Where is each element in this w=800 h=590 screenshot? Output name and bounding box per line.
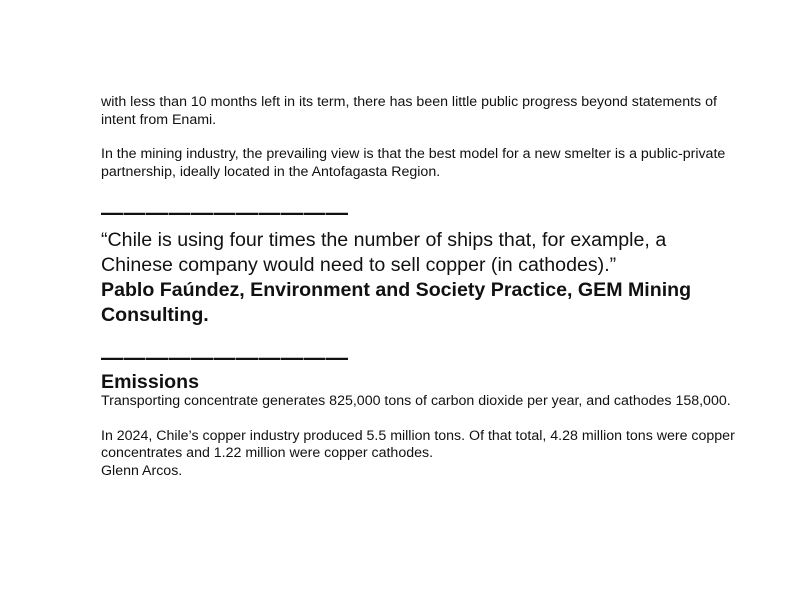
pull-quote: “Chile is using four times the number of ships that, for example, a Chinese company would need to sell copper (in cathodes).” bbox=[101, 229, 667, 276]
emissions-paragraph-2: In 2024, Chile’s copper industry produced 5.5 million tons. Of that total, 4.28 million tons were copper concentrates and 1.22 million were copper cathodes. bbox=[101, 427, 735, 461]
article-body bbox=[101, 94, 741, 480]
intro-paragraph-1: with less than 10 months left in its term, there has been little public progress beyond statements of intent from Enami. bbox=[101, 94, 717, 128]
section-heading: Emissions bbox=[101, 371, 200, 393]
section-separator: ——————————— bbox=[101, 200, 349, 225]
emissions-paragraph-1: Transporting concentrate generates 825,000 tons of carbon dioxide per year, and cathodes 158,000. bbox=[101, 393, 731, 409]
section-separator: ——————————— bbox=[101, 345, 349, 370]
quote-attribution: Pablo Faúndez, Environment and Society Practice, GEM Mining Consulting. bbox=[101, 279, 692, 326]
intro-paragraph-2: In the mining industry, the prevailing view is that the best model for a new smelter is a public-private partnership, ideally located in the Antofagasta Region. bbox=[101, 146, 726, 180]
author-byline: Glenn Arcos. bbox=[101, 462, 183, 479]
